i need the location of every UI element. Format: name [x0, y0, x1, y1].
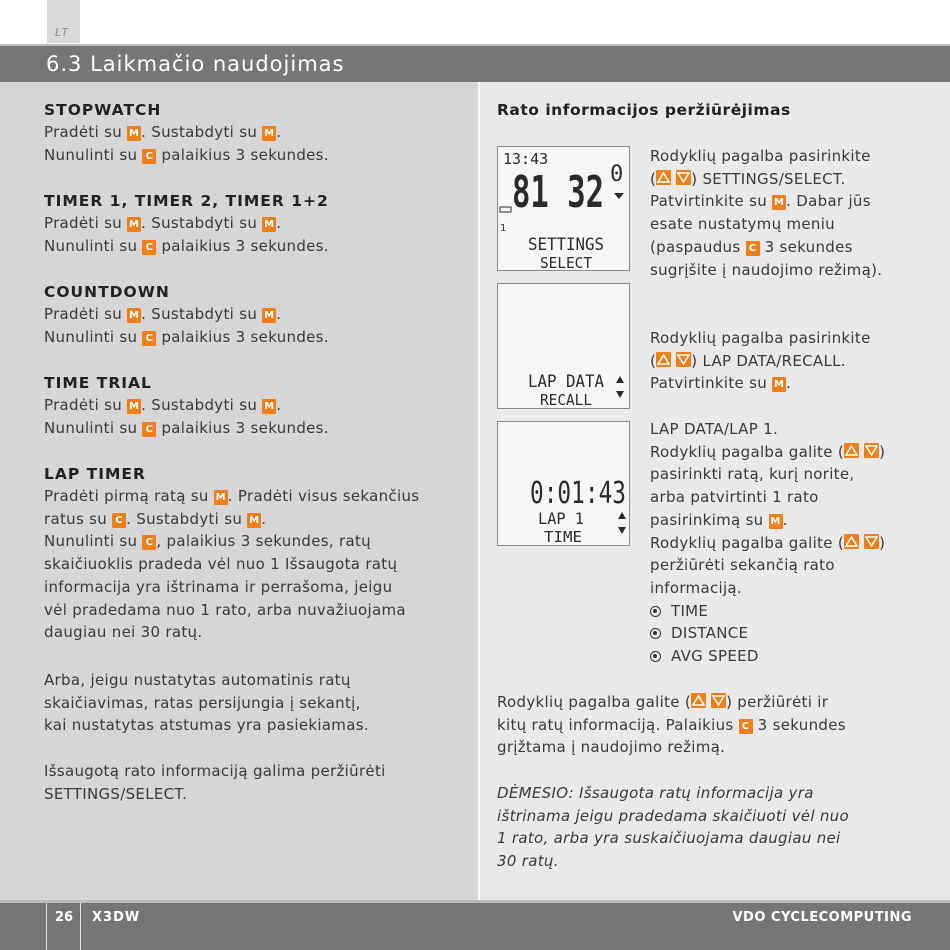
text: Nunulinti su	[44, 236, 143, 255]
lcd-screen-2	[498, 284, 629, 408]
auto-lap-line: kai nustatytas atstumas yra pasiekiamas.	[44, 716, 369, 735]
page-number: 26	[55, 910, 74, 925]
text: ) LAP DATA/RECALL.	[691, 351, 846, 370]
bullet-icon	[650, 628, 661, 639]
lcd-line2: TIME	[544, 528, 582, 545]
lap-timer-line: informacija yra ištrinama ir perrašoma, jeigu	[44, 577, 393, 596]
text: )	[879, 442, 886, 461]
time-trial-section	[44, 372, 464, 439]
lap-timer-line: daugiau nei 30 ratų.	[44, 623, 203, 642]
countdown-reset-line	[44, 326, 464, 349]
lcd-small-digit: 0	[610, 162, 624, 187]
text: ratus su	[44, 509, 113, 528]
text: Nunulinti su	[44, 532, 143, 551]
note-line: ištrinama jeigu pradedama skaičiuoti vėl nuo	[497, 806, 849, 825]
text: .	[276, 396, 282, 414]
timer-heading: TIMER 1, TIMER 2, TIMER 1+2	[44, 192, 329, 210]
instr-line	[650, 168, 920, 191]
instr-line	[650, 532, 920, 555]
c-key-icon: C	[746, 241, 760, 256]
auto-lap-line: Arba, jeigu nustatytas automatinis ratų	[44, 671, 351, 689]
stopwatch-section	[44, 99, 464, 166]
m-key-icon: M	[249, 514, 260, 526]
text: Pradėti su	[44, 305, 128, 323]
instr-line	[497, 691, 917, 714]
stopwatch-reset-line	[44, 144, 464, 167]
lcd-screen-3	[498, 422, 629, 545]
text: ) peržiūrėti ir	[726, 693, 829, 711]
model-name: X3DW	[92, 910, 141, 925]
lcd-down-triangle-icon	[614, 193, 624, 199]
up-arrow-key-icon	[656, 352, 671, 367]
instr-line	[650, 190, 920, 213]
text: (	[650, 169, 657, 188]
lcd-time: 13:43	[503, 150, 549, 168]
battery-icon	[500, 207, 511, 212]
c-key-icon: C	[142, 535, 156, 550]
bullet-label: DISTANCE	[671, 624, 749, 643]
lcd-down-triangle-icon	[618, 527, 626, 534]
text: kitų ratų informaciją. Palaikius	[497, 715, 739, 734]
page-title: 6.3 Laikmačio naudojimas	[46, 52, 345, 76]
instr-line: esate nustatymų meniu	[650, 215, 835, 234]
lcd-lap-data-recall	[497, 283, 630, 409]
bullet-label: TIME	[671, 601, 709, 620]
text: .	[276, 214, 282, 232]
lcd-settings-select	[497, 146, 630, 271]
m-key-icon: M	[215, 492, 226, 503]
instr-line: pasirinkti ratą, kurį norite,	[650, 465, 855, 484]
lap-info-heading: Rato informacijos peržiūrėjimas	[497, 101, 791, 119]
down-arrow-key-icon	[864, 534, 879, 549]
up-arrow-key-icon	[844, 443, 859, 458]
lcd-lap-time	[497, 421, 630, 546]
lap-timer-line: vėl pradedama nuo 1 rato, arba nuvažiuojama	[44, 600, 406, 619]
lap-timer-line	[44, 485, 474, 508]
saved-info-line: Išsaugotą rato informaciją galima peržiūrėti	[44, 762, 386, 780]
text: Nunulinti su	[44, 145, 143, 164]
m-key-icon: M	[774, 197, 785, 209]
instr-line: Rodyklių pagalba pasirinkite	[650, 147, 871, 165]
c-key-icon: C	[142, 240, 156, 255]
instr-line: informaciją.	[650, 578, 742, 597]
lap-data-recall-instructions	[650, 327, 920, 395]
bullet-icon	[650, 651, 661, 662]
text: 3 sekundes	[759, 237, 853, 256]
text: pasirinkimą su	[650, 510, 769, 529]
lcd-screen-1	[498, 147, 629, 270]
text: Nunulinti su	[44, 418, 143, 437]
note-line: DĖMESIO: Išsaugota ratų informacija yra	[497, 784, 814, 802]
lap-timer-line	[44, 508, 474, 531]
saved-info-paragraph	[44, 760, 464, 805]
text: Patvirtinkite su	[650, 374, 773, 393]
m-key-icon: M	[128, 219, 140, 230]
timer-reset-line	[44, 235, 464, 258]
stopwatch-start-line	[44, 121, 464, 144]
text: , palaikius 3 sekundes, ratų	[156, 532, 371, 551]
lcd-up-triangle-icon	[616, 376, 624, 383]
instr-line	[497, 714, 917, 737]
lcd-down-triangle-icon	[616, 391, 624, 398]
instr-line	[650, 509, 920, 532]
text: palaikius 3 sekundes.	[156, 418, 329, 437]
language-label: LT	[55, 26, 70, 39]
instr-line: arba patvirtinti 1 rato	[650, 488, 819, 507]
instr-line: Rodyklių pagalba pasirinkite	[650, 329, 871, 347]
text: . Sustabdyti su	[141, 396, 263, 414]
text: . Pradėti visus sekančius	[227, 487, 420, 505]
c-key-icon: C	[142, 149, 156, 164]
lcd-side-digit: 1	[500, 223, 507, 234]
m-key-icon: M	[264, 401, 275, 412]
text: Pradėti su	[44, 396, 128, 414]
settings-select-instructions	[650, 145, 920, 281]
text: Nunulinti su	[44, 327, 143, 346]
lap-timer-heading: LAP TIMER	[44, 465, 146, 483]
text: Pradėti su	[44, 214, 128, 232]
m-key-icon: M	[774, 379, 785, 391]
lap-1-instructions	[650, 418, 920, 668]
note-line: 1 rato, arba yra suskaičiuojama daugiau nei	[497, 829, 841, 848]
c-key-icon: C	[142, 422, 156, 437]
text: 3 sekundes	[752, 715, 846, 734]
m-key-icon: M	[770, 515, 781, 527]
m-key-icon: M	[264, 128, 275, 139]
lap-timer-line: skaičiuoklis pradeda vėl nuo 1 Išsaugota ratų	[44, 555, 398, 574]
lcd-big-digits: 81 32	[512, 167, 604, 218]
instr-line: LAP DATA/LAP 1.	[650, 420, 779, 438]
m-key-icon: M	[128, 310, 140, 321]
instr-line	[650, 236, 920, 259]
text: palaikius 3 sekundes.	[156, 145, 329, 164]
note-line: 30 ratų.	[497, 852, 559, 871]
attention-note	[497, 782, 917, 873]
lcd-big-time: 0:01:43	[530, 476, 626, 511]
down-arrow-key-icon	[864, 443, 879, 458]
text: Rodyklių pagalba galite (	[650, 533, 844, 552]
lcd-line1: LAP 1	[538, 509, 584, 528]
other-laps-paragraph	[497, 691, 917, 759]
text: Rodyklių pagalba galite (	[497, 693, 691, 711]
bullet-label: AVG SPEED	[671, 647, 759, 666]
timer-section	[44, 190, 464, 257]
text: . Sustabdyti su	[141, 305, 263, 323]
up-arrow-key-icon	[656, 170, 671, 185]
instr-line: grįžtama į naudojimo režimą.	[497, 738, 726, 757]
c-key-icon: C	[142, 331, 156, 346]
m-key-icon: M	[264, 219, 275, 230]
instr-line	[650, 350, 920, 373]
m-key-icon: M	[264, 310, 275, 321]
down-arrow-key-icon	[676, 170, 691, 185]
text: (paspaudus	[650, 237, 746, 256]
language-tab	[47, 0, 80, 43]
text: .	[276, 123, 282, 141]
page-footer	[0, 900, 950, 950]
time-trial-start-line	[44, 394, 464, 417]
bullet-item	[650, 645, 920, 668]
text: .	[276, 305, 282, 323]
bullet-icon	[650, 606, 661, 617]
text: Rodyklių pagalba galite (	[650, 442, 844, 461]
m-key-icon: M	[128, 401, 140, 412]
down-arrow-key-icon	[711, 693, 726, 708]
c-key-icon: C	[739, 719, 753, 734]
stopwatch-heading: STOPWATCH	[44, 101, 162, 119]
lcd-line2: SELECT	[540, 254, 592, 270]
text: . Sustabdyti su	[126, 509, 248, 528]
text: . Sustabdyti su	[141, 123, 263, 141]
down-arrow-key-icon	[676, 352, 691, 367]
countdown-start-line	[44, 303, 464, 326]
text: . Dabar jūs	[786, 192, 871, 211]
auto-lap-paragraph	[44, 669, 464, 737]
saved-info-line: SETTINGS/SELECT.	[44, 784, 188, 803]
auto-lap-line: skaičiavimas, ratas persijungia į sekantį,	[44, 693, 361, 712]
text: Pradėti pirmą ratą su	[44, 487, 214, 505]
instr-line	[650, 441, 920, 464]
lap-timer-line	[44, 530, 474, 553]
text: . Sustabdyti su	[141, 214, 263, 232]
text: (	[650, 351, 657, 370]
text: palaikius 3 sekundes.	[156, 327, 329, 346]
lap-info-heading-wrap	[497, 99, 917, 121]
text: )	[879, 533, 886, 552]
text: Pradėti su	[44, 123, 128, 141]
bullet-item	[650, 600, 920, 623]
c-key-icon: C	[112, 513, 126, 528]
lap-timer-section	[44, 463, 474, 644]
lcd-line1: SETTINGS	[528, 235, 604, 255]
section-title-bar	[0, 44, 950, 82]
instr-line: sugrįšite į naudojimo režimą).	[650, 260, 883, 279]
text: .	[261, 509, 267, 528]
instr-line: peržiūrėti sekančią rato	[650, 556, 835, 575]
bullet-item	[650, 622, 920, 645]
brand-name: VDO CYCLECOMPUTING	[732, 910, 912, 925]
up-arrow-key-icon	[691, 693, 706, 708]
lcd-up-triangle-icon	[618, 512, 626, 519]
time-trial-reset-line	[44, 417, 464, 440]
timer-start-line	[44, 212, 464, 235]
text: palaikius 3 sekundes.	[156, 236, 329, 255]
up-arrow-key-icon	[844, 534, 859, 549]
lcd-line2: RECALL	[540, 391, 592, 408]
text: .	[782, 510, 788, 529]
countdown-heading: COUNTDOWN	[44, 283, 170, 301]
lcd-line1: LAP DATA	[528, 372, 604, 392]
m-key-icon: M	[128, 128, 140, 139]
text: .	[786, 374, 792, 393]
text: Patvirtinkite su	[650, 192, 773, 211]
countdown-section	[44, 281, 464, 348]
instr-line	[650, 372, 920, 395]
time-trial-heading: TIME TRIAL	[44, 374, 152, 392]
text: ) SETTINGS/SELECT.	[691, 169, 846, 188]
